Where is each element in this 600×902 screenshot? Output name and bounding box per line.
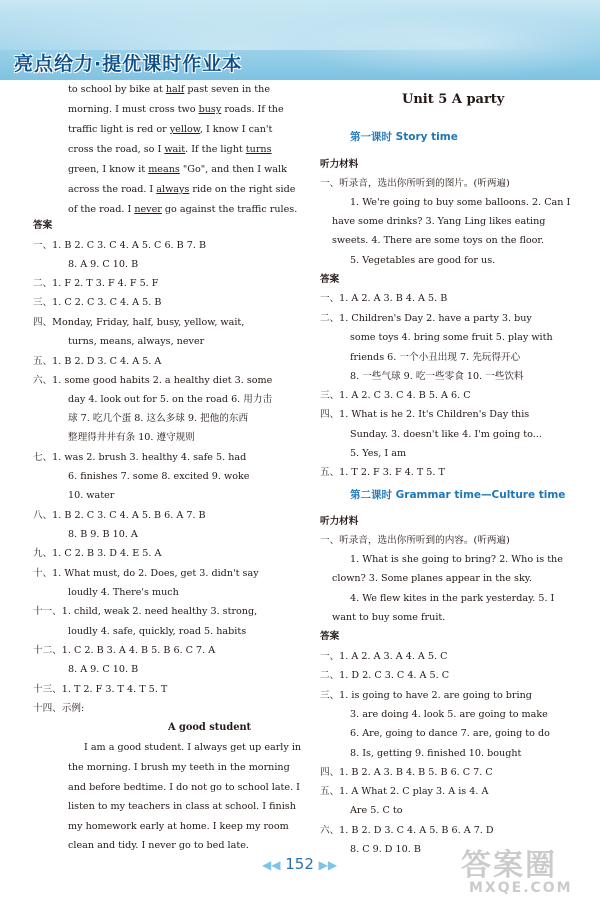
answer-line: 四、1. B 2. A 3. B 4. B 5. B 6. C 7. C	[320, 767, 493, 778]
answer-line: 8. C 9. D 10. B	[350, 844, 421, 855]
answer-line: 十二、1. C 2. B 3. A 4. B 5. B 6. C 7. A	[33, 645, 216, 656]
answer-line: day 4. look out for 5. on the road 6. 用力击	[68, 394, 273, 405]
answer-line: 8. Is, getting 9. finished 10. bought	[350, 748, 522, 759]
lesson-title: 第一课时 Story time	[350, 131, 458, 143]
essay-title: A good student	[168, 722, 252, 733]
answer-line: 三、1. A 2. C 3. C 4. B 5. A 6. C	[320, 390, 471, 401]
answer-line: 一、1. A 2. A 3. B 4. A 5. B	[320, 293, 448, 304]
answer-line: turns, means, always, never	[68, 336, 205, 347]
unit-title: Unit 5 A party	[402, 92, 505, 107]
watermark: 答案圈 MXQE.COM	[461, 848, 573, 896]
answer-line: 8. A 9. C 10. B	[68, 259, 139, 270]
answer-line: 三、1. C 2. C 3. C 4. A 5. B	[33, 297, 162, 308]
answers-label: 答案	[33, 220, 53, 231]
passage-line: cross the road, so I wait. If the light turns	[68, 144, 272, 155]
answer-line: clown? 3. Some planes appear in the sky.	[332, 573, 532, 584]
answer-line: 四、Monday, Friday, half, busy, yellow, wait,	[33, 317, 245, 328]
answer-line: 二、1. F 2. T 3. F 4. F 5. F	[33, 278, 159, 289]
answer-line: want to buy some fruit.	[332, 612, 446, 623]
essay-line: and before bedtime. I do not go to school late. I	[68, 782, 300, 793]
answer-line: 五、1. T 2. F 3. F 4. T 5. T	[320, 467, 445, 478]
answer-line: have some drinks? 3. Yang Ling likes eating	[332, 216, 546, 227]
answer-line: 整理得井井有条 10. 遵守规则	[68, 432, 195, 443]
answer-line: 一、听录音，选出你所听到的内容。(听两遍)	[320, 535, 510, 546]
answer-line: 七、1. was 2. brush 3. healthy 4. safe 5. had	[33, 452, 247, 463]
answer-line: 五、1. A What 2. C play 3. A is 4. A	[320, 786, 489, 797]
answer-line: 十四、示例:	[33, 703, 85, 714]
answer-line: 六、1. some good habits 2. a healthy diet 3. some	[33, 375, 273, 386]
passage-line: morning. I must cross two busy roads. If the	[68, 104, 284, 115]
answer-line: 8. 一些气球 9. 吃一些零食 10. 一些饮料	[350, 371, 524, 382]
right-arrow-icon: ▶▶	[318, 858, 338, 872]
page-number: ◀◀ 152 ▶▶	[262, 855, 338, 873]
banner-wave-decoration	[280, 10, 600, 80]
essay-line: I am a good student. I always get up early in	[84, 742, 302, 753]
answer-line: 听力材料	[320, 159, 359, 170]
answer-line: 1. We're going to buy some balloons. 2. Can I	[350, 197, 571, 208]
answer-line: 二、1. Children's Day 2. have a party 3. buy	[320, 313, 532, 324]
answer-line: 一、听录音，选出你所听到的图片。(听两遍)	[320, 178, 510, 189]
answer-line: 二、1. D 2. C 3. C 4. A 5. C	[320, 670, 450, 681]
essay-line: my homework early at home. I keep my room	[68, 821, 289, 832]
passage-line: traffic light is red or yellow, I know I can't	[68, 124, 273, 135]
lesson-title: 第二课时 Grammar time—Culture time	[350, 489, 566, 501]
answer-line: 5. Vegetables are good for us.	[350, 255, 496, 266]
essay-line: listen to my teachers in class at school. I finish	[68, 801, 296, 812]
answer-line: 1. What is she going to bring? 2. Who is the	[350, 554, 563, 565]
answer-line: loudly 4. There's much	[68, 587, 179, 598]
answer-line: 3. are doing 4. look 5. are going to make	[350, 709, 548, 720]
answer-line: 六、1. B 2. D 3. C 4. A 5. B 6. A 7. D	[320, 825, 494, 836]
answer-line: 九、1. C 2. B 3. D 4. E 5. A	[33, 548, 162, 559]
answer-line: 4. We flew kites in the park yesterday. 5. I	[350, 593, 555, 604]
passage-line: across the road. I always ride on the right side	[68, 184, 296, 195]
answer-line: 8. A 9. C 10. B	[68, 664, 139, 675]
passage-line: to school by bike at half past seven in the	[68, 84, 271, 95]
answer-line: 8. B 9. B 10. A	[68, 529, 138, 540]
book-title: 亮点给力·提优课时作业本	[14, 53, 243, 75]
answer-line: Are 5. C to	[350, 805, 403, 816]
answer-line: 6. Are, going to dance 7. are, going to do	[350, 728, 550, 739]
answer-line: 三、1. is going to have 2. are going to bring	[320, 690, 532, 701]
answer-line: 十一、1. child, weak 2. need healthy 3. strong,	[33, 606, 258, 617]
left-arrow-icon: ◀◀	[262, 858, 281, 872]
essay-line: the morning. I brush my teeth in the morning	[68, 762, 290, 773]
passage-line: green, I know it means "Go", and then I walk	[68, 164, 287, 175]
answer-line: 四、1. What is he 2. It's Children's Day this	[320, 409, 530, 420]
answer-line: 5. Yes, I am	[350, 448, 407, 459]
answer-line: 10. water	[68, 490, 115, 501]
answer-line: Sunday. 3. doesn't like 4. I'm going to...	[350, 429, 542, 440]
answer-line: 答案	[320, 631, 340, 642]
answer-line: 十、1. What must, do 2. Does, get 3. didn't say	[33, 568, 259, 579]
header-banner	[0, 0, 600, 80]
answer-line: 八、1. B 2. C 3. C 4. A 5. B 6. A 7. B	[33, 510, 206, 521]
answer-line: 听力材料	[320, 516, 359, 527]
answer-line: 一、1. B 2. C 3. C 4. A 5. C 6. B 7. B	[33, 240, 207, 251]
passage-line: of the road. I never go against the traffic rules.	[68, 204, 298, 215]
answer-line: some toys 4. bring some fruit 5. play with	[350, 332, 553, 343]
essay-line: clean and tidy. I never go to bed late.	[68, 840, 249, 851]
answer-line: loudly 4. safe, quickly, road 5. habits	[68, 626, 247, 637]
answer-line: friends 6. 一个小丑出现 7. 先玩得开心	[350, 352, 521, 363]
answer-line: 答案	[320, 274, 340, 285]
answer-line: 6. finishes 7. some 8. excited 9. woke	[68, 471, 250, 482]
answer-line: 五、1. B 2. D 3. C 4. A 5. A	[33, 356, 162, 367]
answer-line: 十三、1. T 2. F 3. T 4. T 5. T	[33, 684, 168, 695]
answer-line: 球 7. 吃几个蛋 8. 这么多球 9. 把他的东西	[68, 413, 249, 424]
answer-line: 一、1. A 2. A 3. A 4. A 5. C	[320, 651, 448, 662]
answer-line: sweets. 4. There are some toys on the floor.	[332, 235, 545, 246]
